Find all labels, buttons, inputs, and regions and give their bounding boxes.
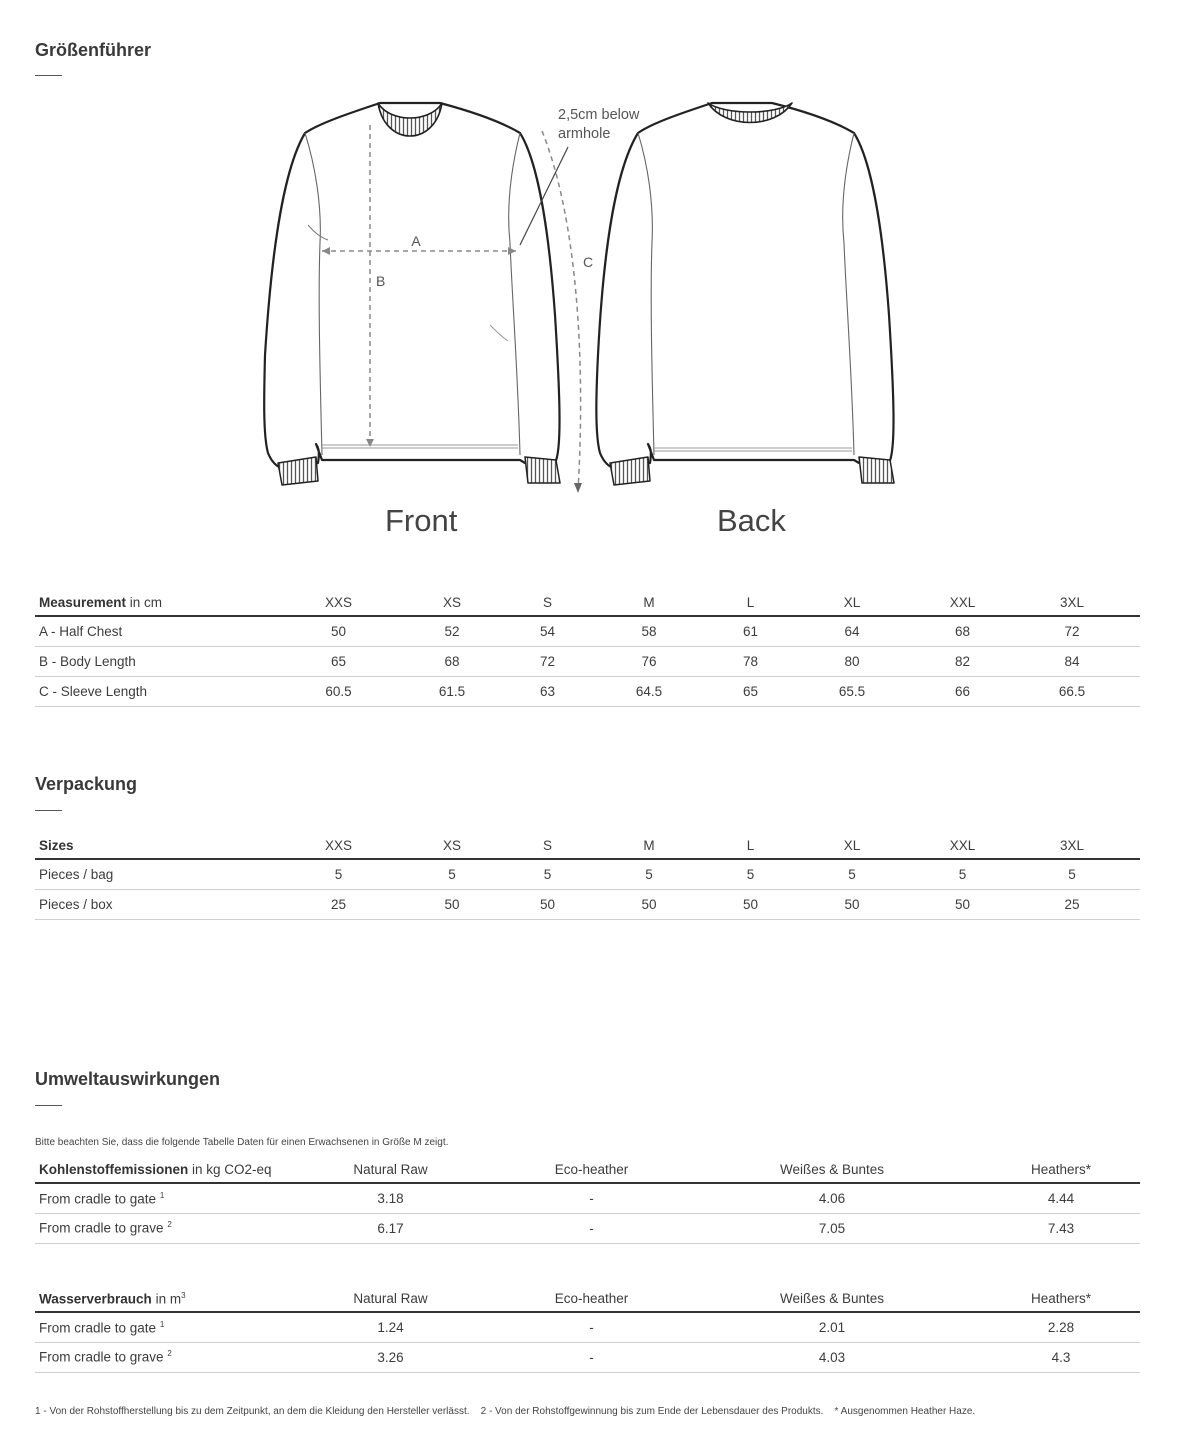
table-cell: 78 — [718, 646, 783, 676]
table-cell: 50 — [718, 889, 783, 919]
table-cell: 76 — [580, 646, 718, 676]
table-cell: 66 — [921, 676, 1004, 706]
table-cell: 5 — [288, 859, 389, 889]
packaging-table — [35, 829, 1140, 920]
label-a: A — [411, 233, 421, 249]
size-header: XS — [389, 829, 515, 859]
table-row — [35, 889, 1140, 919]
table-cell: 65.5 — [783, 676, 921, 706]
table-cell: 5 — [389, 859, 515, 889]
size-header: M — [580, 586, 718, 616]
size-guide-title: Größenführer — [35, 40, 152, 60]
table-cell: 52 — [389, 616, 515, 646]
back-label: Back — [717, 503, 786, 538]
table-cell: 5 — [1004, 859, 1140, 889]
size-header: XXS — [288, 829, 389, 859]
column-header: Heathers* — [982, 1282, 1140, 1312]
column-header: Weißes & Buntes — [682, 1153, 982, 1183]
measurement-header-row — [35, 586, 1140, 616]
water-table — [35, 1282, 1140, 1373]
water-header: Wasserverbrauch in $m^3$ — [35, 1282, 280, 1312]
sleeve-length-line — [542, 131, 581, 490]
row-label: Pieces / bag — [35, 859, 288, 889]
table-cell: 4.3 — [982, 1342, 1140, 1372]
table-cell: 50 — [783, 889, 921, 919]
table-cell: 7.43 — [982, 1213, 1140, 1243]
table-cell: 60.5 — [288, 676, 389, 706]
row-label: B - Body Length — [35, 646, 288, 676]
table-cell: - — [501, 1213, 682, 1243]
table-cell: 54 — [515, 616, 580, 646]
size-header: XXL — [921, 586, 1004, 616]
table-cell: 4.03 — [682, 1342, 982, 1372]
armhole-note-line2: armhole — [558, 126, 611, 142]
sizes-header: Sizes — [35, 829, 288, 859]
title-underline — [35, 810, 62, 811]
size-header: L — [718, 829, 783, 859]
table-cell: 25 — [1004, 889, 1140, 919]
table-row — [35, 859, 1140, 889]
size-header: XS — [389, 586, 515, 616]
table-cell: 6.17 — [280, 1213, 501, 1243]
table-cell: 3.26 — [280, 1342, 501, 1372]
table-cell: 64.5 — [580, 676, 718, 706]
column-header: Natural Raw — [280, 1282, 501, 1312]
column-header: Weißes & Buntes — [682, 1282, 982, 1312]
sweatshirt-illustration — [250, 95, 930, 500]
packaging-header-row — [35, 829, 1140, 859]
carbon-header: Kohlenstoffemissionen in kg CO2-eq — [35, 1153, 280, 1183]
table-cell: 7.05 — [682, 1213, 982, 1243]
table-cell: 2.28 — [982, 1312, 1140, 1342]
table-cell: 1.24 — [280, 1312, 501, 1342]
table-cell: - — [501, 1183, 682, 1213]
size-header: XL — [783, 586, 921, 616]
table-cell: 72 — [1004, 616, 1140, 646]
environment-intro: Bitte beachten Sie, dass die folgende Tabelle Daten für einen Erwachsenen in Größe M zeigt. — [35, 1137, 449, 1148]
table-cell: 50 — [389, 889, 515, 919]
table-cell: 66.5 — [1004, 676, 1140, 706]
size-header: S — [515, 829, 580, 859]
row-label: A - Half Chest — [35, 616, 288, 646]
table-cell: 25 — [288, 889, 389, 919]
carbon-table — [35, 1153, 1140, 1244]
armhole-note-line1: 2,5cm below — [558, 107, 640, 123]
table-cell: 84 — [1004, 646, 1140, 676]
table-cell: 2.01 — [682, 1312, 982, 1342]
size-header: XXL — [921, 829, 1004, 859]
size-header: 3XL — [1004, 586, 1140, 616]
size-header: XXS — [288, 586, 389, 616]
table-cell: 5 — [580, 859, 718, 889]
table-cell: 64 — [783, 616, 921, 646]
table-row — [35, 616, 1140, 646]
row-label: Pieces / box — [35, 889, 288, 919]
table-row — [35, 676, 1140, 706]
table-cell: 80 — [783, 646, 921, 676]
column-header: Eco-heather — [501, 1153, 682, 1183]
row-label: From cradle to grave $^2$ — [35, 1342, 280, 1372]
table-cell: 72 — [515, 646, 580, 676]
environment-title: Umweltauswirkungen — [35, 1069, 221, 1089]
water-header-row — [35, 1282, 1140, 1312]
title-underline — [35, 1105, 62, 1106]
table-cell: 63 — [515, 676, 580, 706]
table-row — [35, 1183, 1140, 1213]
packaging-title: Verpackung — [35, 774, 138, 794]
row-label: From cradle to gate $^1$ — [35, 1312, 280, 1342]
column-header: Natural Raw — [280, 1153, 501, 1183]
table-cell: 65 — [288, 646, 389, 676]
back-view — [596, 103, 894, 485]
table-cell: 50 — [288, 616, 389, 646]
measurement-header: Measurement in cm — [35, 586, 288, 616]
table-cell: - — [501, 1342, 682, 1372]
title-underline — [35, 75, 62, 76]
table-cell: 61 — [718, 616, 783, 646]
column-header: Heathers* — [982, 1153, 1140, 1183]
table-cell: 5 — [718, 859, 783, 889]
table-cell: 82 — [921, 646, 1004, 676]
table-cell: 5 — [921, 859, 1004, 889]
footnote: 1 - Von der Rohstoffherstellung bis zu dem Zeitpunkt, an dem die Kleidung den Hersteller verlässt. 2 - Von der Rohstoffgewinnung bis zum Ende der Lebensdauer des Produkts. * Ausgenommen Heather Haze. — [35, 1406, 976, 1417]
column-header: Eco-heather — [501, 1282, 682, 1312]
table-cell: 5 — [515, 859, 580, 889]
table-cell: 61.5 — [389, 676, 515, 706]
table-row — [35, 1342, 1140, 1372]
table-cell: 58 — [580, 616, 718, 646]
row-label: C - Sleeve Length — [35, 676, 288, 706]
size-header: XL — [783, 829, 921, 859]
front-label: Front — [385, 503, 458, 538]
table-row — [35, 646, 1140, 676]
size-header: L — [718, 586, 783, 616]
table-cell: 5 — [783, 859, 921, 889]
row-label: From cradle to gate $^1$ — [35, 1183, 280, 1213]
table-cell: 3.18 — [280, 1183, 501, 1213]
table-cell: - — [501, 1312, 682, 1342]
label-b: B — [376, 273, 386, 289]
size-header: S — [515, 586, 580, 616]
table-cell: 68 — [389, 646, 515, 676]
table-cell: 65 — [718, 676, 783, 706]
label-c: C — [583, 254, 594, 270]
table-cell: 50 — [515, 889, 580, 919]
measurement-table — [35, 586, 1140, 707]
row-label: From cradle to grave $^2$ — [35, 1213, 280, 1243]
size-header: M — [580, 829, 718, 859]
carbon-header-row — [35, 1153, 1140, 1183]
table-row — [35, 1312, 1140, 1342]
table-cell: 50 — [580, 889, 718, 919]
table-cell: 68 — [921, 616, 1004, 646]
table-cell: 4.44 — [982, 1183, 1140, 1213]
table-cell: 50 — [921, 889, 1004, 919]
table-row — [35, 1213, 1140, 1243]
size-header: 3XL — [1004, 829, 1140, 859]
front-view — [264, 103, 560, 485]
table-cell: 4.06 — [682, 1183, 982, 1213]
